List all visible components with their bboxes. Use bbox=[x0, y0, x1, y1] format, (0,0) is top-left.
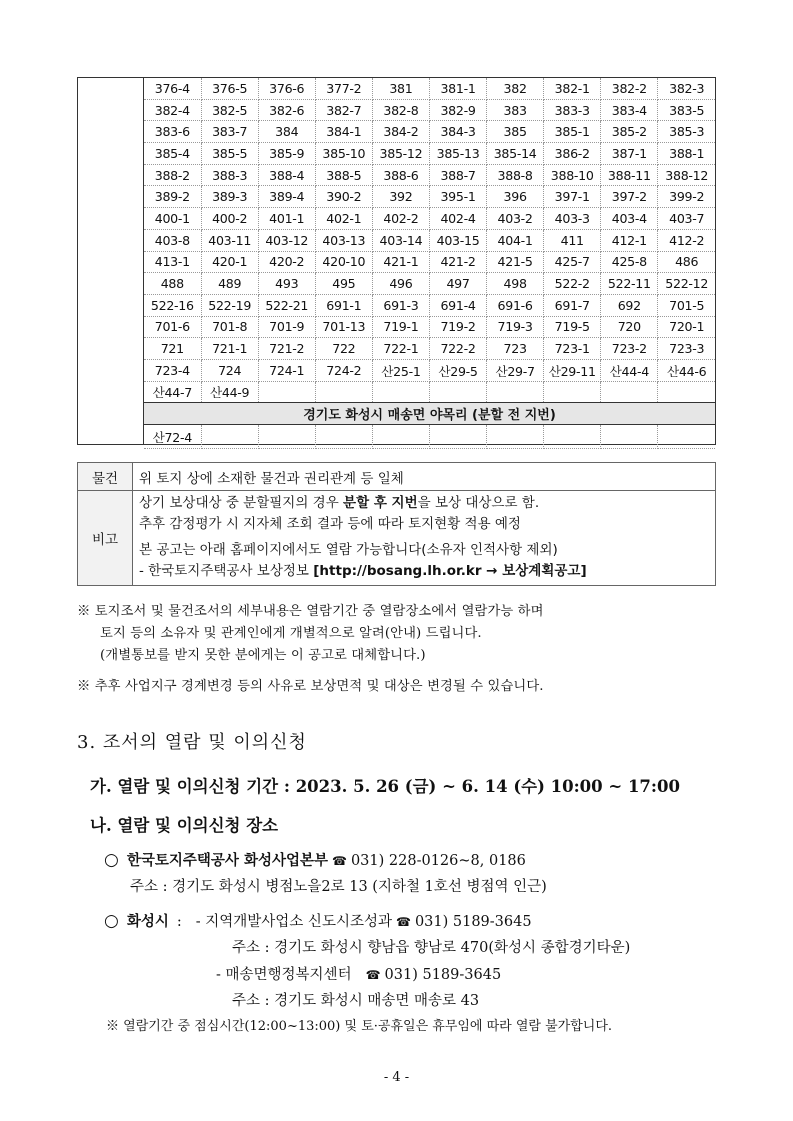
section-title: 경기도 화성시 매송면 야목리 (분할 전 지번) bbox=[144, 403, 715, 425]
parcel-cell: 486 bbox=[658, 251, 715, 273]
parcel-cell: 385-10 bbox=[315, 143, 372, 165]
parcel-cell: 691-6 bbox=[487, 294, 544, 316]
parcel-cell: 376-6 bbox=[258, 78, 315, 99]
parcel-cell: 719-1 bbox=[372, 316, 429, 338]
parcel-cell: 724-1 bbox=[258, 359, 315, 381]
parcel-cell: 701-5 bbox=[658, 294, 715, 316]
parcel-cell: 397-1 bbox=[544, 186, 601, 208]
parcel-row bbox=[144, 273, 715, 295]
place-hwaseong: ○ 화성시 : - 지역개발사업소 신도시조성과 ☎ 031) 5189-3645 bbox=[104, 911, 532, 931]
parcel-cell: 389-4 bbox=[258, 186, 315, 208]
goods-text: 위 토지 상에 소재한 물건과 권리관계 등 일체 bbox=[133, 463, 716, 491]
parcel-cell bbox=[258, 381, 315, 403]
parcel-cell: 701-13 bbox=[315, 316, 372, 338]
parcel-cell: 382-6 bbox=[258, 99, 315, 121]
phone-icon: ☎ bbox=[365, 968, 381, 982]
section-title-row bbox=[144, 403, 715, 425]
parcel-cell: 522-16 bbox=[144, 294, 201, 316]
parcel-cell bbox=[601, 425, 658, 449]
parcel-cell: 400-1 bbox=[144, 208, 201, 230]
parcel-cell: 488 bbox=[144, 273, 201, 295]
parcel-cell: 384-2 bbox=[372, 121, 429, 143]
parcel-cell: 701-6 bbox=[144, 316, 201, 338]
parcel-cell: 390-2 bbox=[315, 186, 372, 208]
parcel-cell: 691-1 bbox=[315, 294, 372, 316]
parcel-cell bbox=[601, 381, 658, 403]
parcel-cell bbox=[544, 381, 601, 403]
place-maesong bbox=[216, 963, 501, 984]
parcel-row bbox=[144, 164, 715, 186]
parcel-cell: 721-1 bbox=[201, 338, 258, 360]
parcel-cell: 404-1 bbox=[487, 229, 544, 251]
parcel-cell: 399-2 bbox=[658, 186, 715, 208]
dept-2: - 매송면행정복지센터 bbox=[216, 967, 352, 983]
parcel-cell: 522-21 bbox=[258, 294, 315, 316]
parcel-cell: 377-2 bbox=[315, 78, 372, 99]
parcel-cell: 701-8 bbox=[201, 316, 258, 338]
parcel-row bbox=[144, 359, 715, 381]
parcel-cell: 720-1 bbox=[658, 316, 715, 338]
parcel-cell: 403-12 bbox=[258, 229, 315, 251]
note-label: 비고 bbox=[78, 491, 133, 586]
parcel-cell bbox=[201, 425, 258, 449]
parcel-cell bbox=[372, 381, 429, 403]
parcel-cell: 402-1 bbox=[315, 208, 372, 230]
parcel-cell: 388-3 bbox=[201, 164, 258, 186]
parcel-table bbox=[77, 77, 716, 445]
parcel-cell: 403-2 bbox=[487, 208, 544, 230]
parcel-cell: 388-1 bbox=[658, 143, 715, 165]
parcel-cell: 388-7 bbox=[429, 164, 486, 186]
parcel-row bbox=[144, 78, 715, 99]
parcel-cell: 387-1 bbox=[601, 143, 658, 165]
parcel-cell bbox=[429, 425, 486, 449]
parcel-cell bbox=[258, 425, 315, 449]
parcel-cell: 383-7 bbox=[201, 121, 258, 143]
parcel-cell: 388-6 bbox=[372, 164, 429, 186]
parcel-cell: 382 bbox=[487, 78, 544, 99]
parcel-cell: 723-4 bbox=[144, 359, 201, 381]
parcel-cell: 420-2 bbox=[258, 251, 315, 273]
parcel-cell: 388-2 bbox=[144, 164, 201, 186]
parcel-row bbox=[144, 294, 715, 316]
parcel-cell: 385-1 bbox=[544, 121, 601, 143]
dept-1-phone: 031) 5189-3645 bbox=[414, 914, 532, 930]
parcel-cell: 489 bbox=[201, 273, 258, 295]
parcel-cell: 720 bbox=[601, 316, 658, 338]
dept-2-phone: 031) 5189-3645 bbox=[384, 967, 502, 983]
parcel-cell bbox=[315, 381, 372, 403]
note-1-line-3: (개별통보를 받지 못한 분에게는 이 공고로 대체합니다.) bbox=[100, 648, 426, 663]
parcel-row bbox=[144, 229, 715, 251]
parcel-row bbox=[144, 381, 715, 403]
remark-line-2: 추후 감정평가 시 지자체 조회 결과 등에 따라 토지현황 적용 예정 bbox=[139, 516, 521, 532]
page-number: - 4 - bbox=[383, 1070, 410, 1085]
parcel-cell: 722-1 bbox=[372, 338, 429, 360]
dept-2-address: 주소 : 경기도 화성시 매송면 매송로 43 bbox=[232, 993, 480, 1009]
parcel-cell: 719-2 bbox=[429, 316, 486, 338]
parcel-cell: 산29-7 bbox=[487, 359, 544, 381]
parcel-cell: 522-2 bbox=[544, 273, 601, 295]
parcel-cell: 388-5 bbox=[315, 164, 372, 186]
parcel-row bbox=[144, 143, 715, 165]
parcel-cell: 382-1 bbox=[544, 78, 601, 99]
parcel-cell: 403-14 bbox=[372, 229, 429, 251]
parcel-cell: 384-3 bbox=[429, 121, 486, 143]
note-1-line-2: 토지 등의 소유자 및 관계인에게 개별적으로 알려(안내) 드립니다. bbox=[100, 626, 482, 641]
parcel-cell: 383-5 bbox=[658, 99, 715, 121]
place-lh bbox=[104, 849, 526, 870]
parcel-row bbox=[144, 338, 715, 360]
parcel-cell: 421-2 bbox=[429, 251, 486, 273]
parcel-cell: 382-7 bbox=[315, 99, 372, 121]
parcel-cell bbox=[544, 425, 601, 449]
dept-1: - 지역개발사업소 신도시조성과 bbox=[195, 914, 392, 930]
parcel-cell: 412-2 bbox=[658, 229, 715, 251]
parcel-cell: 403-3 bbox=[544, 208, 601, 230]
parcel-cell: 719-5 bbox=[544, 316, 601, 338]
dept-1-address: 주소 : 경기도 화성시 향남읍 향남로 470(화성시 종합경기타운) bbox=[232, 940, 631, 956]
parcel-cell bbox=[487, 381, 544, 403]
parcel-cell: 389-2 bbox=[144, 186, 201, 208]
parcel-cell: 385 bbox=[487, 121, 544, 143]
phone-icon: ☎ bbox=[395, 915, 411, 929]
note-1-line-1: ※ 토지조서 및 물건조서의 세부내용은 열람기간 중 열람장소에서 열람가능 하며 bbox=[77, 604, 544, 619]
parcel-cell: 723-1 bbox=[544, 338, 601, 360]
parcel-cell: 392 bbox=[372, 186, 429, 208]
parcel-cell: 495 bbox=[315, 273, 372, 295]
parcel-cell: 496 bbox=[372, 273, 429, 295]
goods-row bbox=[78, 463, 716, 491]
parcel-cell: 522-19 bbox=[201, 294, 258, 316]
parcel-row bbox=[144, 121, 715, 143]
parcel-cell: 산72-4 bbox=[144, 425, 201, 449]
parcel-cell: 388-10 bbox=[544, 164, 601, 186]
remark-line-4: - 한국토지주택공사 보상정보 [http://bosang.lh.or.kr → 보상계획공고] bbox=[139, 563, 587, 579]
parcel-cell: 385-13 bbox=[429, 143, 486, 165]
parcel-cell: 412-1 bbox=[601, 229, 658, 251]
remark-line-1: 상기 보상대상 중 분할필지의 경우 분할 후 지번을 보상 대상으로 함. bbox=[139, 495, 540, 511]
goods-label: 물건 bbox=[78, 463, 133, 491]
parcel-cell bbox=[658, 381, 715, 403]
parcel-cell: 산25-1 bbox=[372, 359, 429, 381]
parcel-cell: 376-4 bbox=[144, 78, 201, 99]
parcel-cell: 376-5 bbox=[201, 78, 258, 99]
parcel-cell: 721-2 bbox=[258, 338, 315, 360]
parcel-row bbox=[144, 186, 715, 208]
place-hwaseong-name: 화성시 bbox=[126, 913, 169, 930]
parcel-cell: 522-11 bbox=[601, 273, 658, 295]
parcel-cell: 산29-5 bbox=[429, 359, 486, 381]
parcel-row bbox=[144, 99, 715, 121]
parcel-cell: 383-6 bbox=[144, 121, 201, 143]
parcel-cell: 381-1 bbox=[429, 78, 486, 99]
parcel-cell: 385-12 bbox=[372, 143, 429, 165]
parcel-cell: 411 bbox=[544, 229, 601, 251]
place-lh-name: 한국토지주택공사 화성사업본부 bbox=[126, 852, 328, 869]
parcel-cell: 384 bbox=[258, 121, 315, 143]
circle-bullet-icon: ○ bbox=[104, 850, 119, 870]
parcel-cell: 493 bbox=[258, 273, 315, 295]
parcel-cell: 722 bbox=[315, 338, 372, 360]
parcel-cell: 386-2 bbox=[544, 143, 601, 165]
bosang-link[interactable]: [http://bosang.lh.or.kr → 보상계획공고] bbox=[313, 563, 587, 579]
parcel-table-label-column bbox=[78, 78, 144, 444]
lunch-footnote: ※ 열람기간 중 점심시간(12:00~13:00) 및 토·공휴일은 휴무임에 따라 열람 불가합니다. bbox=[106, 1019, 613, 1034]
parcel-cell: 산44-9 bbox=[201, 381, 258, 403]
parcel-cell: 721 bbox=[144, 338, 201, 360]
parcel-cell: 497 bbox=[429, 273, 486, 295]
parcel-cell: 413-1 bbox=[144, 251, 201, 273]
parcel-cell: 723-2 bbox=[601, 338, 658, 360]
parcel-cell: 498 bbox=[487, 273, 544, 295]
parcel-cell bbox=[315, 425, 372, 449]
parcel-cell: 691-7 bbox=[544, 294, 601, 316]
parcel-cell: 389-3 bbox=[201, 186, 258, 208]
parcel-cell: 385-3 bbox=[658, 121, 715, 143]
parcel-cell: 382-8 bbox=[372, 99, 429, 121]
parcel-cell: 402-4 bbox=[429, 208, 486, 230]
parcel-cell: 382-9 bbox=[429, 99, 486, 121]
circle-bullet-icon: ○ bbox=[104, 911, 119, 931]
parcel-cell: 400-2 bbox=[201, 208, 258, 230]
parcel-cell: 722-2 bbox=[429, 338, 486, 360]
parcel-row bbox=[144, 251, 715, 273]
parcel-cell: 383 bbox=[487, 99, 544, 121]
parcel-cell: 701-9 bbox=[258, 316, 315, 338]
note-row bbox=[78, 491, 716, 586]
parcel-cell bbox=[487, 425, 544, 449]
parcel-cell: 403-15 bbox=[429, 229, 486, 251]
place-heading: 나. 열람 및 이의신청 장소 bbox=[90, 816, 279, 835]
parcel-cell: 산44-7 bbox=[144, 381, 201, 403]
phone-icon: ☎ bbox=[332, 854, 347, 868]
parcel-cell: 403-8 bbox=[144, 229, 201, 251]
parcel-cell: 산29-11 bbox=[544, 359, 601, 381]
parcel-cell: 425-7 bbox=[544, 251, 601, 273]
parcel-cell bbox=[429, 381, 486, 403]
parcel-cell: 420-10 bbox=[315, 251, 372, 273]
parcel-cell: 388-4 bbox=[258, 164, 315, 186]
parcel-cell: 719-3 bbox=[487, 316, 544, 338]
parcel-grid-table bbox=[144, 78, 715, 449]
section-3-heading: 3. 조서의 열람 및 이의신청 bbox=[77, 732, 307, 753]
note-2: ※ 추후 사업지구 경계변경 등의 사유로 보상면적 및 대상은 변경될 수 있습니다. bbox=[77, 679, 544, 694]
parcel-cell: 724 bbox=[201, 359, 258, 381]
parcel-cell: 691-3 bbox=[372, 294, 429, 316]
parcel-cell: 385-9 bbox=[258, 143, 315, 165]
parcel-cell: 395-1 bbox=[429, 186, 486, 208]
parcel-cell: 385-14 bbox=[487, 143, 544, 165]
parcel-cell: 723 bbox=[487, 338, 544, 360]
parcel-cell: 382-4 bbox=[144, 99, 201, 121]
parcel-cell: 403-13 bbox=[315, 229, 372, 251]
parcel-cell: 401-1 bbox=[258, 208, 315, 230]
parcel-cell: 403-7 bbox=[658, 208, 715, 230]
parcel-cell: 382-2 bbox=[601, 78, 658, 99]
parcel-cell: 403-4 bbox=[601, 208, 658, 230]
parcel-row bbox=[144, 208, 715, 230]
parcel-cell: 425-8 bbox=[601, 251, 658, 273]
parcel-cell: 384-1 bbox=[315, 121, 372, 143]
parcel-cell: 382-3 bbox=[658, 78, 715, 99]
parcel-cell: 산44-6 bbox=[658, 359, 715, 381]
parcel-cell: 385-2 bbox=[601, 121, 658, 143]
parcel-cell: 397-2 bbox=[601, 186, 658, 208]
remarks-table bbox=[77, 462, 716, 586]
parcel-cell: 522-12 bbox=[658, 273, 715, 295]
remark-line-3: 본 공고는 아래 홈페이지에서도 열람 가능합니다(소유자 인적사항 제외) bbox=[139, 542, 558, 558]
parcel-cell bbox=[658, 425, 715, 449]
parcel-cell: 724-2 bbox=[315, 359, 372, 381]
parcel-cell: 402-2 bbox=[372, 208, 429, 230]
parcel-cell: 692 bbox=[601, 294, 658, 316]
parcel-cell: 396 bbox=[487, 186, 544, 208]
parcel-cell: 382-5 bbox=[201, 99, 258, 121]
parcel-cell: 381 bbox=[372, 78, 429, 99]
parcel-cell: 691-4 bbox=[429, 294, 486, 316]
parcel-cell: 388-12 bbox=[658, 164, 715, 186]
parcel-cell: 403-11 bbox=[201, 229, 258, 251]
parcel-row bbox=[144, 316, 715, 338]
place-lh-address: 주소 : 경기도 화성시 병점노을2로 13 (지하철 1호선 병점역 인근) bbox=[130, 879, 547, 895]
parcel-cell bbox=[372, 425, 429, 449]
parcel-cell: 385-4 bbox=[144, 143, 201, 165]
parcel-row bbox=[144, 425, 715, 449]
parcel-cell: 420-1 bbox=[201, 251, 258, 273]
parcel-cell: 383-4 bbox=[601, 99, 658, 121]
parcel-cell: 388-8 bbox=[487, 164, 544, 186]
parcel-cell: 388-11 bbox=[601, 164, 658, 186]
parcel-cell: 421-1 bbox=[372, 251, 429, 273]
parcel-cell: 383-3 bbox=[544, 99, 601, 121]
parcel-cell: 723-3 bbox=[658, 338, 715, 360]
parcel-cell: 385-5 bbox=[201, 143, 258, 165]
period-line: 가. 열람 및 이의신청 기간 : 2023. 5. 26 (금) ~ 6. 14 (수) 10:00 ~ 17:00 bbox=[90, 777, 680, 796]
parcel-cell: 산44-4 bbox=[601, 359, 658, 381]
parcel-cell: 421-5 bbox=[487, 251, 544, 273]
parcel-grid bbox=[144, 78, 715, 449]
place-lh-phone: 031) 228-0126~8, 0186 bbox=[350, 853, 526, 869]
